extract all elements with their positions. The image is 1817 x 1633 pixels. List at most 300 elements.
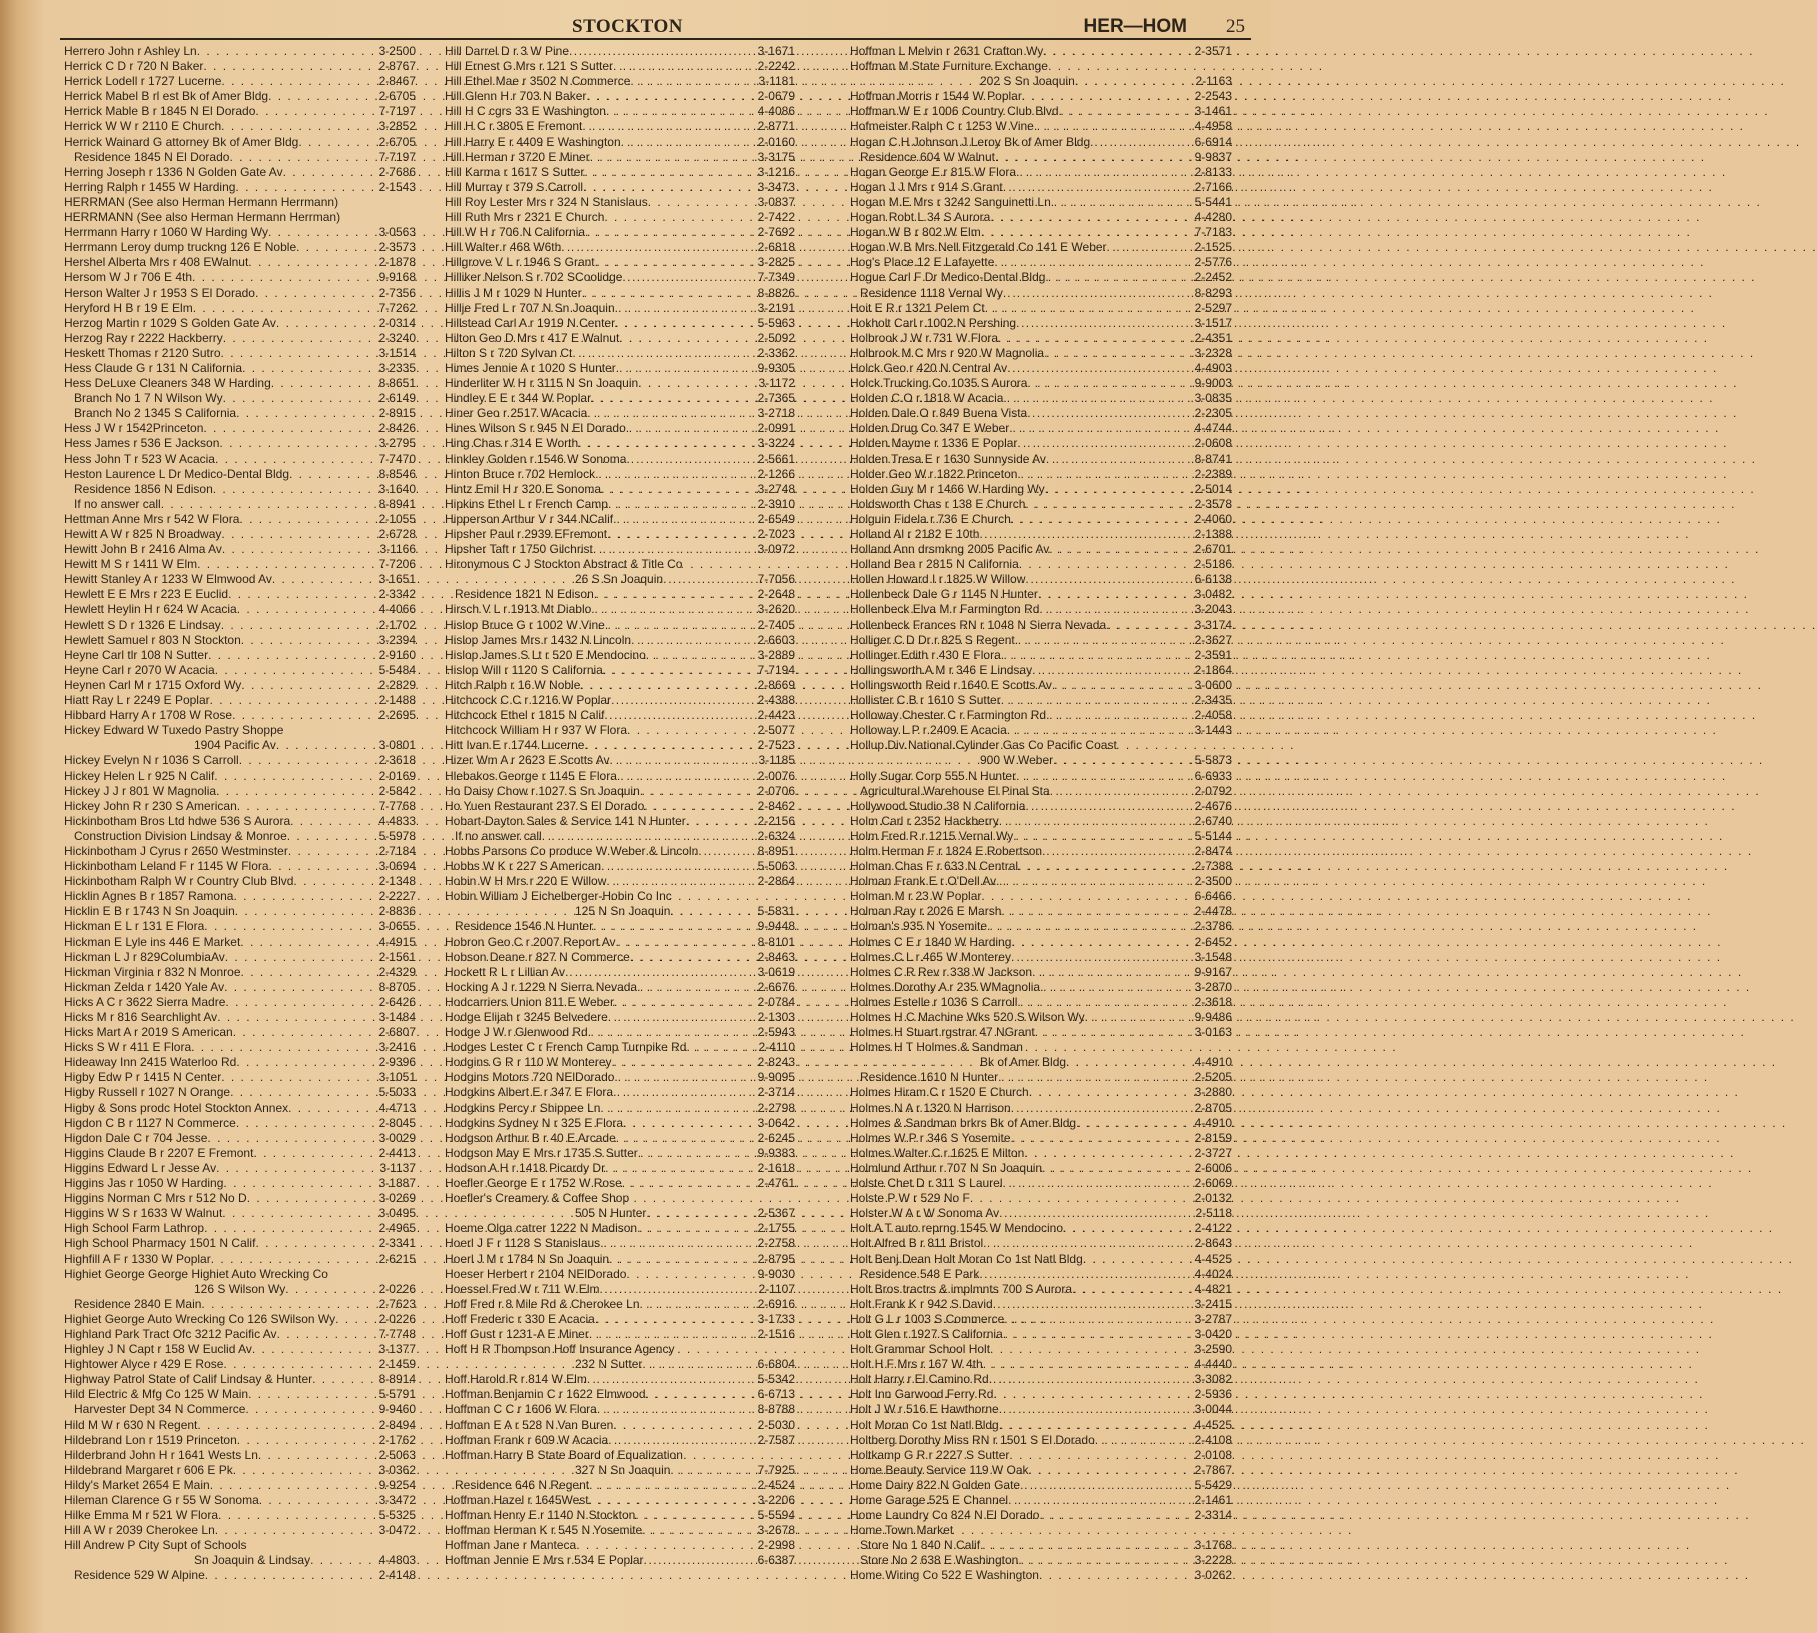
listing-phone: 2-4761: [757, 1176, 795, 1191]
listing-phone: 2-4524: [757, 1477, 795, 1492]
listing-phone: 3-0600: [1194, 677, 1232, 692]
dot-leader: [1015, 633, 1193, 648]
listing-entry: [850, 1010, 1232, 1025]
listing-name: Hiatt Ray L r 2249 E Poplar: [64, 693, 210, 708]
listing-entry: [445, 618, 795, 633]
listing-phone: 6-6933: [1194, 768, 1232, 783]
listing-phone: 5-5831: [757, 904, 795, 919]
listing-entry: [445, 904, 795, 919]
listing-phone: 7-7197: [378, 149, 416, 164]
listing-phone: 2-8915: [378, 406, 416, 421]
listing-entry: [445, 1025, 795, 1040]
dot-leader: [614, 1070, 755, 1085]
listing-phone: 4-4525: [1194, 1251, 1232, 1266]
listing-phone: 7-7194: [757, 662, 795, 677]
listing-name: Hodcarriers Union 811 E Weber: [445, 994, 614, 1009]
listing-entry: [850, 980, 1232, 995]
listing-entry: [850, 1297, 1232, 1312]
listing-phone: 2-8494: [378, 1417, 416, 1432]
listing-entry: [445, 270, 795, 285]
listing-entry: [850, 587, 1232, 602]
listing-name: Holck Trucking Co 1035 S Aurora: [850, 376, 1028, 391]
listing-name: Herring Joseph r 1336 N Golden Gate Av: [64, 164, 283, 179]
listing-phone: 6-6466: [1194, 889, 1232, 904]
listing-name: Herrick C D r 720 N Baker: [64, 59, 204, 74]
dot-leader: [277, 1327, 377, 1342]
listing-entry: [445, 286, 795, 301]
listing-phone: 4-4821: [1194, 1281, 1232, 1296]
listing-entry: [445, 1297, 795, 1312]
dot-leader: [1009, 1448, 1192, 1463]
listing-phone: 2-5063: [378, 1447, 416, 1462]
listing-entry: [64, 965, 416, 980]
listing-entry: [64, 935, 416, 950]
listing-entry: [64, 135, 416, 150]
listing-name: Holman Chas F r 633 N Central: [850, 859, 1019, 874]
listing-entry: [445, 648, 795, 663]
listing-entry: [850, 316, 1232, 331]
listing-entry: [445, 678, 795, 693]
listing-entry: [850, 165, 1232, 180]
listing-name: Hislop James Mrs r 1432 N Lincoln: [445, 632, 632, 647]
listing-phone: 2-5092: [757, 330, 795, 345]
listing-phone: 3-1887: [378, 1176, 416, 1191]
dot-leader: [1007, 361, 1192, 376]
dot-leader: [1053, 753, 1192, 768]
listing-entry: [445, 436, 795, 451]
listing-entry: [64, 497, 416, 512]
listing-name: Himes Jennie A r 1020 S Hunter: [445, 360, 616, 375]
dot-leader: [1052, 678, 1193, 693]
dot-leader: [586, 89, 755, 104]
listing-entry: [850, 1236, 1232, 1251]
dot-leader: [619, 331, 755, 346]
dot-leader: [1011, 1131, 1193, 1146]
listing-entry: [64, 874, 416, 889]
listing-entry: [64, 769, 416, 784]
listing-name: Hobin William J Eichelberger-Hobin Co Inc: [445, 889, 672, 904]
listing-phone: 2-3342: [378, 587, 416, 602]
listing-phone: 2-8836: [378, 904, 416, 919]
listing-name: Hickinbotham Ralph W r Country Club Blvd: [64, 874, 294, 889]
dot-leader: [616, 361, 756, 376]
listing-name: High School Farm Lathrop: [64, 1221, 205, 1236]
dot-leader: [609, 1252, 756, 1267]
listing-phone: 2-2227: [378, 889, 416, 904]
listing-phone: 2-5118: [1195, 1206, 1232, 1221]
listing-phone: 5-5963: [757, 315, 795, 330]
listing-name: Higgins W S r 1633 W Walnut: [64, 1206, 223, 1221]
listing-name: 26 S Sn Joaquin: [575, 572, 664, 587]
listing-entry: [445, 965, 795, 980]
listing-phone: 3-0163: [1194, 1025, 1232, 1040]
dot-leader: [983, 1236, 1192, 1251]
listing-name: HERRMANN (See also Herman Hermann Herrman): [64, 210, 341, 225]
listing-entry: [64, 738, 416, 753]
dot-leader: [222, 1206, 376, 1221]
dot-leader: [1016, 316, 1193, 331]
listing-phone: 2-6818: [757, 240, 795, 255]
listing-phone: 2-2864: [757, 874, 795, 889]
dot-leader: [1003, 286, 1193, 301]
listing-name: Hillgrove V L r 1946 S Grant: [445, 255, 595, 270]
dot-leader: [613, 59, 756, 74]
listing-name: Holmes & Sandman brkrs Bk of Amer Bldg: [850, 1115, 1077, 1130]
listing-name: Hicks Mart A r 2019 S American: [64, 1025, 233, 1040]
listing-name: Hildebrand Lon r 1519 Princeton: [64, 1432, 237, 1447]
listing-entry: [850, 1101, 1232, 1116]
dot-leader: [1013, 829, 1192, 844]
listing-name: Branch No 1 7 N Wilson Wy: [74, 391, 223, 406]
listing-name: Hickey John R r 230 S American: [64, 798, 237, 813]
listing-entry: [850, 874, 1232, 889]
listing-name: Hewitt John B r 2416 Alma Av: [64, 542, 222, 557]
dot-leader: [686, 814, 756, 829]
listing-name: Sn Joaquin & Lindsay: [194, 1553, 311, 1568]
listing-name: Hipsher Taft r 1750 Gilchrist: [445, 542, 593, 557]
listing-phone: 2-2695: [378, 708, 416, 723]
dot-leader: [1050, 784, 1193, 799]
listing-phone: 4-4903: [1194, 360, 1232, 375]
listing-entry: [445, 1538, 795, 1553]
listing-phone: 2-5186: [1194, 557, 1232, 572]
listing-entry: [445, 723, 795, 738]
listing-entry: [64, 919, 416, 934]
dot-leader: [615, 301, 756, 316]
listing-name: Hodgson May E Mrs r 1735 S Sutter: [445, 1145, 638, 1160]
column-2: [445, 44, 795, 1624]
listing-name: Hogan M.E Mrs r 3242 Sanguinetti Ln: [850, 194, 1051, 209]
dot-leader: [637, 980, 756, 995]
listing-entry: [850, 255, 1232, 270]
listing-entry: [64, 980, 416, 995]
listing-entry: [64, 1463, 416, 1478]
dot-leader: [979, 527, 1192, 542]
listing-name: Hoffman Harry B State Board of Equalization: [445, 1447, 683, 1462]
listing-entry: [64, 602, 416, 617]
listing-phone: 2-7523: [757, 738, 795, 753]
listing-phone: 9-9168: [378, 270, 416, 285]
listing-phone: 3-1548: [1194, 949, 1232, 964]
listing-name: Hogan W B Mrs Nell Fitzgerald Co 141 E Weber: [850, 240, 1107, 255]
dot-leader: [192, 270, 377, 285]
listing-name: Holtkamp G R r 2227 S Sutter: [850, 1447, 1010, 1462]
dot-leader: [670, 1463, 755, 1478]
listing-name: Hess Claude G r 131 N California: [64, 360, 243, 375]
listing-name: Hilliker Nelson S r 702 SCoolidge: [445, 270, 623, 285]
dot-leader: [1034, 119, 1193, 134]
listing-name: Holt Moran Co 1st Natl Bldg: [850, 1417, 999, 1432]
listing-entry: [445, 753, 795, 768]
listing-entry: [850, 648, 1232, 663]
listing-name: Hodgkins Albert E r 347 E Flora: [445, 1085, 614, 1100]
listing-phone: 3-2678: [757, 1523, 795, 1538]
dot-leader: [1017, 467, 1192, 482]
listing-entry: [850, 135, 1232, 150]
listing-name: Hill Ruth Mrs r 2321 E Church: [445, 210, 605, 225]
dot-leader: [608, 1010, 756, 1025]
listing-name: Holt Benj Dean Holt Moran Co 1st Natl Bldg: [850, 1251, 1083, 1266]
listing-entry: [64, 648, 416, 663]
listing-name: Hinton Bruce r 702 Hemlock: [445, 466, 596, 481]
dot-leader: [221, 527, 376, 542]
listing-entry: [445, 1252, 795, 1267]
listing-name: 232 N Sutter: [575, 1357, 643, 1372]
listing-name: Hill Herman r 3720 E Miner: [445, 149, 590, 164]
listing-name: Hightower Alyce r 429 E Rose: [64, 1357, 224, 1372]
dot-leader: [204, 1221, 377, 1236]
listing-name: Holloway Chester C r Farmington Rd: [850, 708, 1047, 723]
dot-leader: [1025, 572, 1192, 587]
dot-leader: [588, 1025, 756, 1040]
dot-leader: [595, 255, 756, 270]
listing-entry: [850, 904, 1232, 919]
listing-phone: 3-2206: [757, 1493, 795, 1507]
listing-phone: 2-4058: [1194, 708, 1232, 723]
listing-entry: [850, 1402, 1232, 1417]
listing-entry: [850, 663, 1232, 678]
listing-phone: 2-3618: [1194, 994, 1232, 1009]
listing-name: Hizer Wm A r 2623 E Scotts Av: [445, 753, 610, 768]
listing-name: Hild M W r 630 N Regent: [64, 1417, 198, 1432]
listing-entry: [445, 165, 795, 180]
listing-entry: [850, 421, 1232, 436]
listing-phone: 2-7166: [1194, 179, 1232, 194]
listing-name: Hockett R L r Lillian Av: [445, 964, 566, 979]
listing-name: Highley J N Capt r 158 W Euclid Av: [64, 1342, 252, 1357]
listing-entry: [64, 346, 416, 361]
dot-leader: [1063, 1221, 1193, 1236]
listing-name: Holland Bea r 2815 N California: [850, 557, 1019, 572]
listing-name: Hill H C r 3805 E Fremont: [445, 119, 583, 134]
listing-entry: [445, 180, 795, 195]
dot-leader: [221, 1070, 376, 1085]
listing-name: Hickman L J r 829ColumbiaAv: [64, 949, 225, 964]
listing-phone: 5-5342: [757, 1372, 795, 1387]
listing-phone: 3-1484: [378, 1010, 416, 1024]
listing-entry: [445, 799, 795, 814]
listing-phone: 2-3362: [757, 345, 795, 360]
dot-leader: [993, 1387, 1192, 1402]
listing-entry: [445, 587, 795, 602]
listing-phone: 2-2998: [757, 1538, 795, 1553]
listing-name: Hobbs W K r 227 S American: [445, 859, 602, 874]
listing-phone: 2-1266: [757, 466, 795, 481]
listing-name: Hill Glenn H r 703 N Baker: [445, 89, 587, 104]
listing-phone: 2-0076: [757, 768, 795, 783]
listing-phone: 2-6705: [378, 89, 416, 104]
listing-name: Holmes Walter C r 1625 E Milton: [850, 1145, 1025, 1160]
listing-name: 1904 Pacific Av: [194, 738, 276, 753]
listing-name: Hill Darrel D r 3 W Pine: [445, 44, 570, 58]
listing-name: Holman M r 23 W Poplar: [850, 889, 982, 904]
dot-leader: [229, 150, 376, 165]
listing-phone: 4-4024: [1194, 1266, 1232, 1281]
dot-leader: [228, 587, 377, 602]
dot-leader: [221, 119, 376, 134]
listing-entry: [445, 1070, 795, 1085]
listing-phone: 3-2787: [1194, 1311, 1232, 1326]
listing-phone: 2-6603: [757, 632, 795, 647]
listing-name: Hoffman Frank r 609 W Acacia: [445, 1432, 609, 1447]
listing-phone: 7-7056: [757, 572, 795, 587]
listing-name: Hodgins Motors 720 NElDorado: [445, 1070, 615, 1085]
listing-name: Hing Chas r 314 E Worth: [445, 436, 579, 451]
listing-phone: 2-1107: [758, 1281, 795, 1296]
dot-leader: [606, 104, 756, 119]
listing-entry: [850, 44, 1232, 59]
listing-entry: [850, 467, 1232, 482]
listing-phone: 2-2305: [1194, 406, 1232, 421]
dot-leader: [1001, 648, 1193, 663]
listing-entry: [64, 1357, 416, 1372]
dot-leader: [233, 889, 376, 904]
listing-entry: [850, 1055, 1232, 1070]
dot-leader: [582, 286, 756, 301]
listing-name: Hess John T r 523 W Acacia: [64, 451, 215, 466]
listing-phone: 3-1768: [1194, 1538, 1232, 1553]
dot-leader: [335, 1312, 377, 1327]
dot-leader: [616, 1131, 756, 1146]
listing-name: Hill Murray r 379 S Carroll: [445, 179, 584, 194]
listing-entry: [445, 663, 795, 678]
listing-name: Hogue Carl F Dr Medico-Dental Bldg: [850, 270, 1046, 285]
listing-entry: [445, 1357, 795, 1372]
listing-entry: [445, 1282, 795, 1297]
listing-phone: 3-2415: [1194, 1296, 1232, 1311]
listing-entry: [445, 769, 795, 784]
listing-name: Higgins Claude B r 2207 E Fremont: [64, 1145, 254, 1160]
listing-phone: 2-4423: [757, 708, 795, 723]
listing-entry: [64, 1508, 416, 1523]
listing-phone: 2-2452: [1194, 270, 1232, 285]
listing-name: Holt Harry r El Camino Rd: [850, 1372, 989, 1387]
listing-name: Higby & Sons prodc Hotel Stockton Annex: [64, 1100, 289, 1115]
listing-entry: [445, 135, 795, 150]
listing-phone: 9-9460: [378, 1402, 416, 1417]
dot-leader: [584, 165, 755, 180]
listing-name: Holden Tresa E r 1630 Sunnyside Av: [850, 451, 1046, 466]
listing-entry: [850, 512, 1232, 527]
listing-entry: [445, 859, 795, 874]
dot-leader: [595, 1312, 756, 1327]
listing-entry: [850, 618, 1232, 633]
listing-name: Hess James r 536 E Jackson: [64, 436, 220, 451]
listing-name: Hollenbeck Elva M r Farmington Rd: [850, 602, 1040, 617]
listing-phone: 3-2394: [378, 632, 416, 647]
listing-phone: 4-4440: [1194, 1357, 1232, 1372]
listing-name: Hickey Helen L r 925 N Calif: [64, 768, 215, 783]
listing-entry: [64, 1538, 416, 1553]
dot-leader: [268, 89, 377, 104]
listing-name: Hickman Virginia r 832 N Monroe: [64, 964, 241, 979]
dot-leader: [593, 919, 756, 934]
name-range: HER—HOM: [1083, 16, 1187, 37]
listing-entry: [64, 89, 416, 104]
dot-leader: [595, 467, 756, 482]
listing-phone: 3-2620: [757, 602, 795, 617]
listing-name: Holden Drug Co 347 E Weber: [850, 421, 1010, 436]
dot-leader: [269, 859, 377, 874]
listing-entry: [445, 44, 795, 59]
dot-leader: [1008, 1493, 1193, 1508]
dot-leader: [981, 225, 1193, 240]
listing-phone: 2-9396: [378, 1055, 416, 1070]
dot-leader: [1039, 602, 1192, 617]
listing-entry: [64, 587, 416, 602]
listing-entry: [445, 301, 795, 316]
listing-entry: [445, 119, 795, 134]
dot-leader: [601, 482, 756, 497]
listing-phone: 2-5030: [757, 1417, 795, 1432]
listing-entry: [445, 980, 795, 995]
column-1: [64, 44, 416, 1624]
listing-entry: [64, 1297, 416, 1312]
listing-entry: [850, 1418, 1232, 1433]
listing-entry: [850, 104, 1232, 119]
listing-entry: [64, 165, 416, 180]
listing-name: 126 S Wilson Wy: [194, 1281, 286, 1296]
dot-leader: [648, 195, 756, 210]
dot-leader: [1011, 935, 1192, 950]
listing-entry: [64, 950, 416, 965]
dot-leader: [1042, 1161, 1193, 1176]
listing-phone: 2-7587: [757, 1432, 795, 1447]
listing-phone: 2-8767: [378, 59, 416, 74]
listing-phone: 5-5033: [378, 1085, 416, 1100]
listing-entry: [445, 1312, 795, 1327]
listing-name: Residence 1845 N El Dorado: [74, 149, 230, 164]
listing-entry: [64, 316, 416, 331]
listing-entry: [64, 859, 416, 874]
listing-name: Hislop James S Lt r 520 E Mendocino: [445, 647, 646, 662]
dot-leader: [663, 572, 756, 587]
dot-leader: [233, 1463, 377, 1478]
listing-entry: [445, 240, 795, 255]
dot-leader: [1039, 1508, 1192, 1523]
dot-leader: [213, 482, 377, 497]
listing-phone: 3-0642: [757, 1115, 795, 1130]
dot-leader: [980, 1538, 1193, 1553]
listing-name: Holden C O r 1818 W Acacia: [850, 391, 1004, 406]
listing-name: Hoeme Olga catrer 1222 N Madison: [445, 1221, 638, 1236]
listing-name: Store No 1 840 N Calif: [860, 1538, 981, 1553]
listing-entry: [64, 557, 416, 572]
dot-leader: [239, 753, 377, 768]
dot-leader: [589, 1478, 756, 1493]
dot-leader: [271, 376, 377, 391]
listing-phone: 8-8546: [378, 466, 416, 481]
dot-leader: [990, 1342, 1193, 1357]
listing-name: Hollinger Edith r 430 E Flora: [850, 647, 1001, 662]
listing-name: Hoessel Fred W r 711 W Elm: [445, 1281, 600, 1296]
listing-entry: [850, 270, 1232, 285]
dot-leader: [1059, 104, 1193, 119]
listing-entry: [850, 89, 1232, 104]
listing-name: Hipperson Arthur V r 344 NCalif: [445, 511, 614, 526]
listing-name: Holdsworth Chas r 138 E Church: [850, 496, 1026, 511]
listing-phone: 3-2043: [1194, 602, 1232, 617]
dot-leader: [1076, 1116, 1193, 1131]
listing-phone: 9-9167: [1194, 964, 1232, 979]
listing-phone: 2-1163: [1195, 74, 1232, 89]
listing-entry: [850, 497, 1232, 512]
listing-entry: [445, 1146, 795, 1161]
listing-phone: 4-4915: [378, 934, 416, 949]
listing-phone: 2-8045: [378, 1115, 416, 1130]
listing-entry: [850, 572, 1232, 587]
listing-entry: [445, 919, 795, 934]
